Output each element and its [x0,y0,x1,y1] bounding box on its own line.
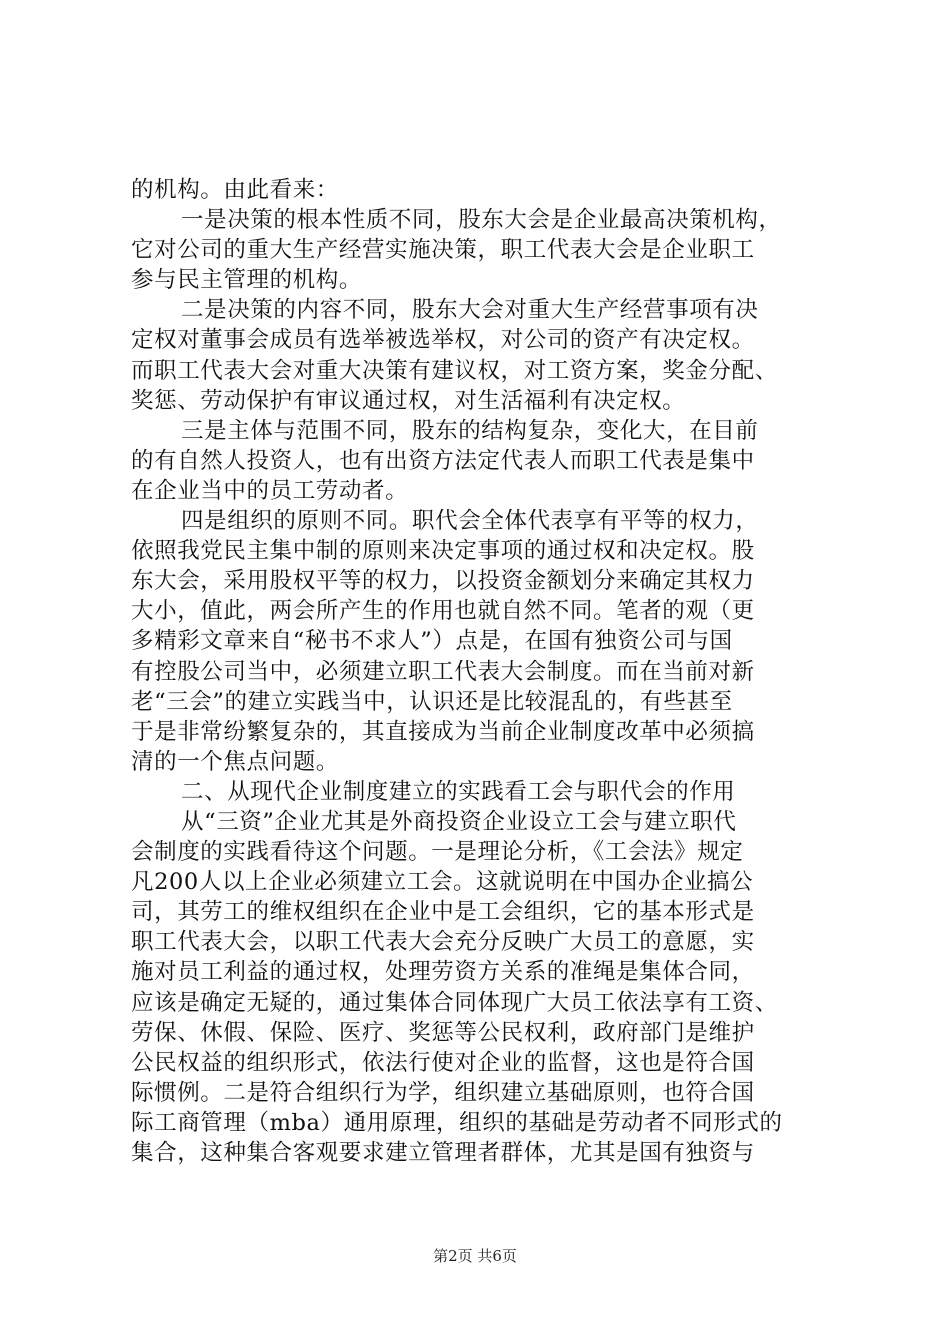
body-text [131,175,831,1168]
text-line: 二是决策的内容不同，股东大会对重大生产经营事项有决 [181,297,759,324]
text-line: 职工代表大会，以职工代表大会充分反映广大员工的意愿，实 [131,929,755,956]
text-line: 四是组织的原则不同。职代会全体代表享有平等的权力， [181,508,759,535]
text-line: 依照我党民主集中制的原则来决定事项的通过权和决定权。股 [131,538,755,565]
text-line: 二、从现代企业制度建立的实践看工会与职代会的作用 [181,778,736,805]
text-line: 的机构。由此看来： [131,177,339,203]
text-line: 一是决策的根本性质不同，股东大会是企业最高决策机构， [181,207,782,234]
text-line: 在企业当中的员工劳动者。 [131,477,409,504]
text-line: 集合，这种集合客观要求建立管理者群体，尤其是国有独资与 [131,1140,755,1166]
text-line: 公民权益的组织形式，依法行使对企业的监督，这也是符合国 [131,1049,755,1076]
text-line: 定权对董事会成员有选举被选举权，对公司的资产有决定权。 [131,327,755,354]
text-line: 东大会，采用股权平等的权力，以投资金额划分来确定其权力 [131,568,755,595]
text-line: 多精彩文章来自“秘书不求人”）点是，在国有独资公司与国 [131,628,733,655]
text-line: 它对公司的重大生产经营实施决策，职工代表大会是企业职工 [131,237,755,264]
text-line: 凡200人以上企业必须建立工会。这就说明在中国办企业搞公 [131,869,754,896]
text-line: 于是非常纷繁复杂的，其直接成为当前企业制度改革中必须搞 [131,718,755,745]
text-line: 的有自然人投资人，也有出资方法定代表人而职工代表是集中 [131,447,755,474]
text-line: 有控股公司当中，必须建立职工代表大会制度。而在当前对新 [131,658,755,685]
text-line: 奖惩、劳动保护有审议通过权，对生活福利有决定权。 [131,387,686,414]
text-line: 应该是确定无疑的，通过集体合同体现广大员工依法享有工资、 [131,989,778,1016]
page-footer: 第2页 共6页 [433,1247,517,1265]
text-line: 施对员工利益的通过权，处理劳资方关系的准绳是集体合同， [131,959,755,986]
text-line: 参与民主管理的机构。 [131,267,363,294]
text-line: 会制度的实践看待这个问题。一是理论分析，《工会法》规定 [131,839,744,866]
text-line: 司，其劳工的维权组织在企业中是工会组织，它的基本形式是 [131,899,755,926]
text-line: 而职工代表大会对重大决策有建议权，对工资方案，奖金分配、 [131,357,778,384]
text-line: 劳保、休假、保险、医疗、奖惩等公民权利，政府部门是维护 [131,1019,755,1046]
text-line: 清的一个焦点问题。 [131,748,339,775]
text-line: 际惯例。二是符合组织行为学，组织建立基础原则，也符合国 [131,1079,755,1106]
text-line: 大小，值此，两会所产生的作用也就自然不同。笔者的观（更 [131,598,755,625]
text-line: 老“三会”的建立实践当中，认识还是比较混乱的，有些甚至 [131,688,733,715]
text-line: 三是主体与范围不同，股东的结构复杂，变化大，在目前 [181,417,759,444]
text-line: 际工商管理（mba）通用原理，组织的基础是劳动者不同形式的 [131,1109,783,1136]
text-line: 从“三资”企业尤其是外商投资企业设立工会与建立职代 [181,808,737,835]
